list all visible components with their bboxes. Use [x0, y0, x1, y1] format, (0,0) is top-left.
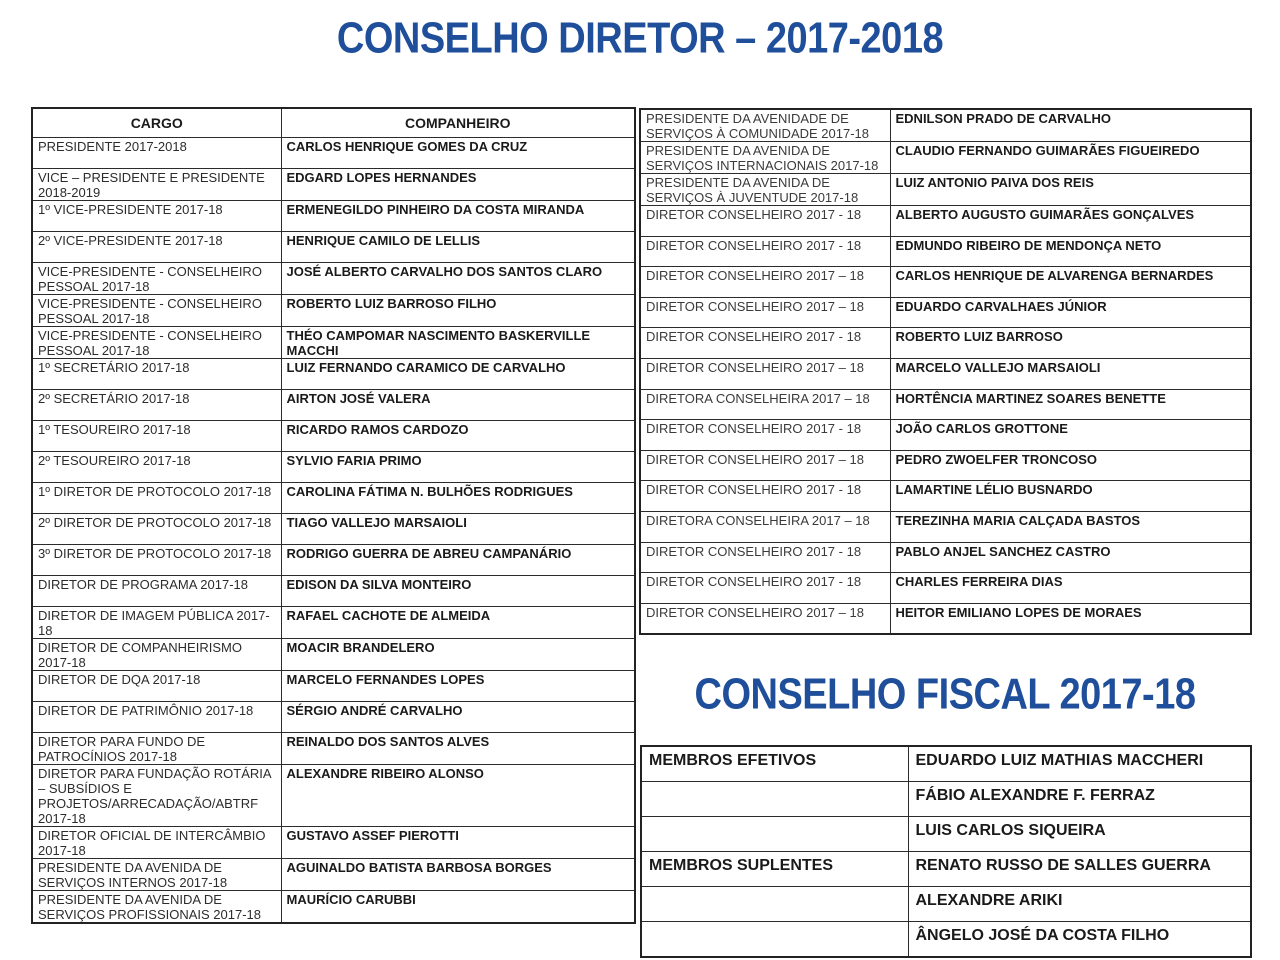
table-row [32, 390, 635, 421]
table-row [640, 511, 1251, 542]
companheiro-cell: LAMARTINE LÉLIO BUSNARDO [890, 481, 1251, 512]
table-row [640, 420, 1251, 451]
table-row [641, 817, 1251, 852]
cargo-cell: PRESIDENTE DA AVENIDA DE SERVIÇOS INTERNOS 2017-18 [32, 859, 281, 891]
table-row [32, 201, 635, 232]
table-row [32, 765, 635, 827]
cargo-cell: DIRETOR CONSELHEIRO 2017 – 18 [640, 603, 890, 634]
cargo-cell: 1º VICE-PRESIDENTE 2017-18 [32, 201, 281, 232]
companheiro-cell: GUSTAVO ASSEF PIEROTTI [281, 827, 635, 859]
cargo-cell: 2º VICE-PRESIDENTE 2017-18 [32, 232, 281, 263]
table-row [32, 483, 635, 514]
cargo-cell: DIRETOR CONSELHEIRO 2017 - 18 [640, 542, 890, 573]
table-row [32, 263, 635, 295]
companheiro-cell: HENRIQUE CAMILO DE LELLIS [281, 232, 635, 263]
companheiro-cell: EDGARD LOPES HERNANDES [281, 169, 635, 201]
companheiro-cell: LUIZ FERNANDO CARAMICO DE CARVALHO [281, 359, 635, 390]
cargo-cell: DIRETOR PARA FUNDO DE PATROCÍNIOS 2017-18 [32, 733, 281, 765]
companheiro-cell: MARCELO FERNANDES LOPES [281, 671, 635, 702]
table-row [32, 452, 635, 483]
companheiro-cell: THÉO CAMPOMAR NASCIMENTO BASKERVILLE MACCHI [281, 327, 635, 359]
companheiro-cell: HORTÊNCIA MARTINEZ SOARES BENETTE [890, 389, 1251, 420]
cargo-cell: DIRETOR CONSELHEIRO 2017 - 18 [640, 236, 890, 267]
table-row [32, 639, 635, 671]
companheiro-cell: ROBERTO LUIZ BARROSO FILHO [281, 295, 635, 327]
cargo-cell: DIRETOR CONSELHEIRO 2017 – 18 [640, 450, 890, 481]
cargo-cell: DIRETORA CONSELHEIRA 2017 – 18 [640, 389, 890, 420]
table-row [641, 782, 1251, 817]
cargo-cell: DIRETOR CONSELHEIRO 2017 - 18 [640, 328, 890, 359]
companheiro-cell: JOSÉ ALBERTO CARVALHO DOS SANTOS CLARO [281, 263, 635, 295]
table-row [640, 206, 1251, 237]
table-row [640, 481, 1251, 512]
cargo-cell: 2º DIRETOR DE PROTOCOLO 2017-18 [32, 514, 281, 545]
cargo-cell: VICE-PRESIDENTE - CONSELHEIRO PESSOAL 2017-18 [32, 327, 281, 359]
column-header-companheiro: COMPANHEIRO [281, 108, 635, 138]
table-row [641, 746, 1251, 782]
cargo-cell: 1º SECRETÁRIO 2017-18 [32, 359, 281, 390]
table-row [640, 358, 1251, 389]
table-row [32, 169, 635, 201]
table-row [640, 267, 1251, 298]
cargo-cell: DIRETOR CONSELHEIRO 2017 - 18 [640, 206, 890, 237]
companheiro-cell: TIAGO VALLEJO MARSAIOLI [281, 514, 635, 545]
table-row [641, 887, 1251, 922]
table-row [32, 733, 635, 765]
table-row [32, 576, 635, 607]
member-category-cell [641, 817, 908, 852]
table-row [640, 109, 1251, 142]
companheiro-cell: HEITOR EMILIANO LOPES DE MORAES [890, 603, 1251, 634]
member-category-cell: MEMBROS EFETIVOS [641, 746, 908, 782]
table-row [32, 232, 635, 263]
companheiro-cell: EDISON DA SILVA MONTEIRO [281, 576, 635, 607]
companheiro-cell: CLAUDIO FERNANDO GUIMARÃES FIGUEIREDO [890, 142, 1251, 174]
companheiro-cell: MOACIR BRANDELERO [281, 639, 635, 671]
column-header-cargo: CARGO [32, 108, 281, 138]
conselho-diretor-continuation-table [639, 108, 1252, 635]
table-row [640, 174, 1251, 206]
conselho-fiscal-table [640, 745, 1252, 958]
cargo-cell: 1º DIRETOR DE PROTOCOLO 2017-18 [32, 483, 281, 514]
table-row [641, 922, 1251, 958]
conselho-diretor-table [31, 107, 636, 924]
table-row [32, 827, 635, 859]
cargo-cell: DIRETOR PARA FUNDAÇÃO ROTÁRIA – SUBSÍDIOS E PROJETOS/ARRECADAÇÃO/ABTRF 2017-18 [32, 765, 281, 827]
member-name-cell: RENATO RUSSO DE SALLES GUERRA [908, 852, 1251, 887]
table-row [32, 859, 635, 891]
member-category-cell [641, 782, 908, 817]
table-header-row [32, 108, 635, 138]
cargo-cell: DIRETOR CONSELHEIRO 2017 – 18 [640, 267, 890, 298]
table-row [640, 603, 1251, 634]
cargo-cell: DIRETOR DE PROGRAMA 2017-18 [32, 576, 281, 607]
member-name-cell: ÂNGELO JOSÉ DA COSTA FILHO [908, 922, 1251, 958]
member-name-cell: FÁBIO ALEXANDRE F. FERRAZ [908, 782, 1251, 817]
table-row [32, 545, 635, 576]
table-row [32, 607, 635, 639]
cargo-cell: DIRETOR CONSELHEIRO 2017 - 18 [640, 481, 890, 512]
cargo-cell: DIRETOR DE IMAGEM PÚBLICA 2017-18 [32, 607, 281, 639]
companheiro-cell: SYLVIO FARIA PRIMO [281, 452, 635, 483]
table-row [32, 702, 635, 733]
companheiro-cell: RICARDO RAMOS CARDOZO [281, 421, 635, 452]
cargo-cell: DIRETOR OFICIAL DE INTERCÂMBIO 2017-18 [32, 827, 281, 859]
table-row [640, 450, 1251, 481]
table-row [640, 389, 1251, 420]
cargo-cell: DIRETOR DE COMPANHEIRISMO 2017-18 [32, 639, 281, 671]
table-row [32, 295, 635, 327]
companheiro-cell: EDMUNDO RIBEIRO DE MENDONÇA NETO [890, 236, 1251, 267]
table-row [641, 852, 1251, 887]
companheiro-cell: SÉRGIO ANDRÉ CARVALHO [281, 702, 635, 733]
companheiro-cell: CARLOS HENRIQUE GOMES DA CRUZ [281, 138, 635, 169]
cargo-cell: DIRETOR DE DQA 2017-18 [32, 671, 281, 702]
companheiro-cell: ALBERTO AUGUSTO GUIMARÃES GONÇALVES [890, 206, 1251, 237]
companheiro-cell: RODRIGO GUERRA DE ABREU CAMPANÁRIO [281, 545, 635, 576]
cargo-cell: PRESIDENTE DA AVENIDADE DE SERVIÇOS À COMUNIDADE 2017-18 [640, 109, 890, 142]
cargo-cell: PRESIDENTE DA AVENIDA DE SERVIÇOS À JUVENTUDE 2017-18 [640, 174, 890, 206]
section-title-conselho-fiscal: CONSELHO FISCAL 2017-18 [694, 670, 1196, 720]
table-row [32, 138, 635, 169]
companheiro-cell: EDUARDO CARVALHAES JÚNIOR [890, 297, 1251, 328]
cargo-cell: VICE-PRESIDENTE - CONSELHEIRO PESSOAL 2017-18 [32, 295, 281, 327]
companheiro-cell: CARLOS HENRIQUE DE ALVARENGA BERNARDES [890, 267, 1251, 298]
companheiro-cell: JOÃO CARLOS GROTTONE [890, 420, 1251, 451]
companheiro-cell: RAFAEL CACHOTE DE ALMEIDA [281, 607, 635, 639]
companheiro-cell: MARCELO VALLEJO MARSAIOLI [890, 358, 1251, 389]
cargo-cell: DIRETORA CONSELHEIRA 2017 – 18 [640, 511, 890, 542]
cargo-cell: VICE – PRESIDENTE E PRESIDENTE 2018-2019 [32, 169, 281, 201]
cargo-cell: PRESIDENTE 2017-2018 [32, 138, 281, 169]
cargo-cell: DIRETOR DE PATRIMÔNIO 2017-18 [32, 702, 281, 733]
table-row [32, 421, 635, 452]
cargo-cell: 2º SECRETÁRIO 2017-18 [32, 390, 281, 421]
member-name-cell: ALEXANDRE ARIKI [908, 887, 1251, 922]
companheiro-cell: ALEXANDRE RIBEIRO ALONSO [281, 765, 635, 827]
cargo-cell: DIRETOR CONSELHEIRO 2017 – 18 [640, 358, 890, 389]
member-category-cell: MEMBROS SUPLENTES [641, 852, 908, 887]
companheiro-cell: PABLO ANJEL SANCHEZ CASTRO [890, 542, 1251, 573]
companheiro-cell: ERMENEGILDO PINHEIRO DA COSTA MIRANDA [281, 201, 635, 232]
table-row [640, 297, 1251, 328]
member-name-cell: EDUARDO LUIZ MATHIAS MACCHERI [908, 746, 1251, 782]
companheiro-cell: REINALDO DOS SANTOS ALVES [281, 733, 635, 765]
cargo-cell: 3º DIRETOR DE PROTOCOLO 2017-18 [32, 545, 281, 576]
cargo-cell: PRESIDENTE DA AVENIDA DE SERVIÇOS PROFISSIONAIS 2017-18 [32, 891, 281, 924]
companheiro-cell: PEDRO ZWOELFER TRONCOSO [890, 450, 1251, 481]
table-row [640, 236, 1251, 267]
member-name-cell: LUIS CARLOS SIQUEIRA [908, 817, 1251, 852]
cargo-cell: PRESIDENTE DA AVENIDA DE SERVIÇOS INTERNACIONAIS 2017-18 [640, 142, 890, 174]
cargo-cell: 2º TESOUREIRO 2017-18 [32, 452, 281, 483]
table-row [640, 573, 1251, 604]
cargo-cell: DIRETOR CONSELHEIRO 2017 – 18 [640, 297, 890, 328]
cargo-cell: 1º TESOUREIRO 2017-18 [32, 421, 281, 452]
companheiro-cell: EDNILSON PRADO DE CARVALHO [890, 109, 1251, 142]
member-category-cell [641, 887, 908, 922]
companheiro-cell: AGUINALDO BATISTA BARBOSA BORGES [281, 859, 635, 891]
member-category-cell [641, 922, 908, 958]
table-row [32, 327, 635, 359]
table-row [32, 514, 635, 545]
cargo-cell: DIRETOR CONSELHEIRO 2017 - 18 [640, 573, 890, 604]
companheiro-cell: ROBERTO LUIZ BARROSO [890, 328, 1251, 359]
companheiro-cell: AIRTON JOSÉ VALERA [281, 390, 635, 421]
companheiro-cell: LUIZ ANTONIO PAIVA DOS REIS [890, 174, 1251, 206]
companheiro-cell: CHARLES FERREIRA DIAS [890, 573, 1251, 604]
table-row [640, 142, 1251, 174]
cargo-cell: VICE-PRESIDENTE - CONSELHEIRO PESSOAL 2017-18 [32, 263, 281, 295]
companheiro-cell: TEREZINHA MARIA CALÇADA BASTOS [890, 511, 1251, 542]
companheiro-cell: CAROLINA FÁTIMA N. BULHÕES RODRIGUES [281, 483, 635, 514]
table-row [640, 328, 1251, 359]
table-row [32, 359, 635, 390]
table-row [32, 671, 635, 702]
table-row [32, 891, 635, 924]
cargo-cell: DIRETOR CONSELHEIRO 2017 - 18 [640, 420, 890, 451]
table-row [640, 542, 1251, 573]
companheiro-cell: MAURÍCIO CARUBBI [281, 891, 635, 924]
page-title: CONSELHO DIRETOR – 2017-2018 [336, 14, 944, 64]
